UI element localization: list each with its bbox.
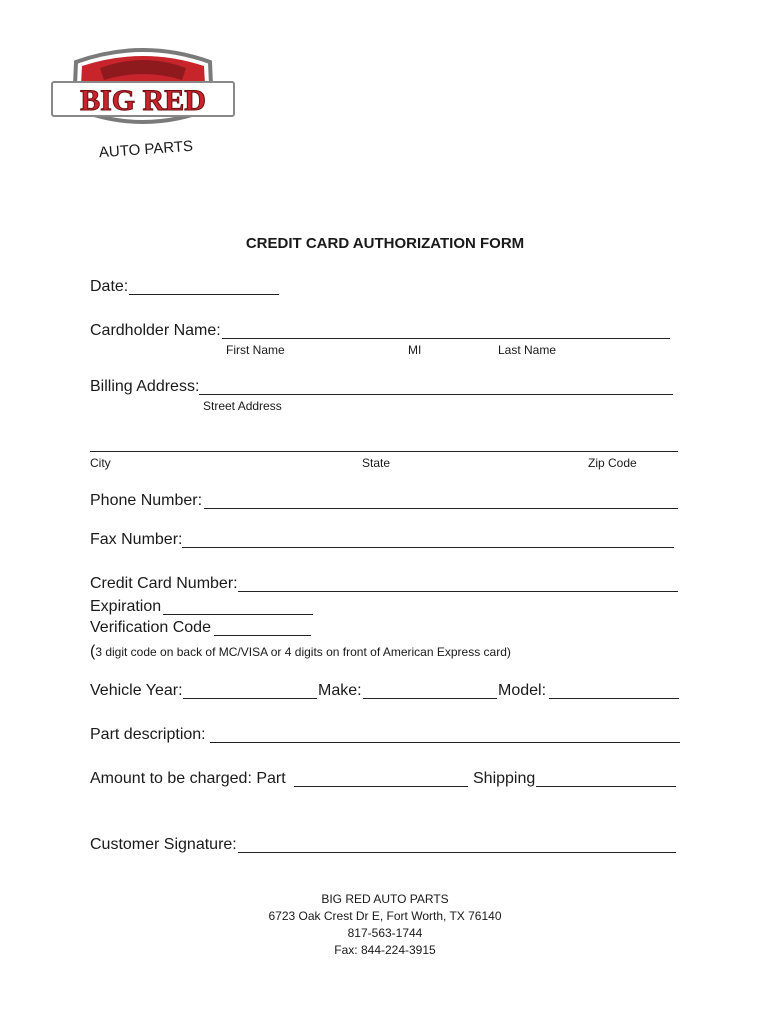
expiration-label: Expiration (90, 598, 162, 615)
form-title: CREDIT CARD AUTHORIZATION FORM (245, 235, 525, 252)
billing-address-label: Billing Address: (90, 378, 200, 395)
company-logo (48, 44, 238, 160)
street-address-caption: Street Address (203, 399, 282, 413)
footer-fax: Fax: 844-224-3915 (334, 943, 436, 957)
cc-number-label: Credit Card Number: (90, 575, 238, 592)
amount-part-field[interactable] (294, 786, 468, 787)
city-caption: City (90, 456, 111, 470)
footer-address: 6723 Oak Crest Dr E, Fort Worth, TX 76140 (268, 909, 502, 923)
logo-graphic (48, 44, 238, 160)
phone-field[interactable] (204, 508, 678, 509)
shipping-label: Shipping (473, 770, 536, 787)
signature-label: Customer Signature: (90, 836, 237, 853)
verification-label: Verification Code (90, 619, 211, 636)
signature-field[interactable] (238, 852, 676, 853)
model-field[interactable] (549, 698, 679, 699)
verification-note (90, 643, 511, 661)
first-name-caption: First Name (226, 343, 285, 357)
note-paren: ( (90, 643, 96, 660)
date-field[interactable] (129, 294, 279, 295)
make-label: Make: (318, 682, 362, 699)
part-description-field[interactable] (210, 742, 680, 743)
vehicle-year-label: Vehicle Year: (90, 682, 183, 699)
footer-phone: 817-563-1744 (347, 926, 423, 940)
zip-caption: Zip Code (588, 456, 637, 470)
city-state-zip-field[interactable] (90, 451, 678, 452)
shipping-field[interactable] (536, 786, 676, 787)
date-label: Date: (90, 278, 129, 295)
cardholder-field[interactable] (222, 338, 670, 339)
mi-caption: MI (408, 343, 422, 357)
fax-field[interactable] (182, 547, 674, 548)
note-text: 3 digit code on back of MC/VISA or 4 digits on front of American Express card) (95, 645, 511, 659)
amount-part-label: Amount to be charged: Part (90, 770, 286, 787)
phone-label: Phone Number: (90, 492, 203, 509)
billing-address-field[interactable] (199, 394, 673, 395)
model-label: Model: (498, 682, 547, 699)
footer-company: BIG RED AUTO PARTS (321, 892, 449, 906)
fax-label: Fax Number: (90, 531, 183, 548)
part-description-label: Part description: (90, 726, 206, 743)
make-field[interactable] (363, 698, 497, 699)
expiration-field[interactable] (163, 614, 313, 615)
cc-number-field[interactable] (238, 591, 678, 592)
verification-field[interactable] (214, 635, 311, 636)
last-name-caption: Last Name (498, 343, 557, 357)
vehicle-year-field[interactable] (183, 698, 317, 699)
logo-text-secondary: AUTO PARTS (98, 137, 194, 160)
cardholder-label: Cardholder Name: (90, 322, 221, 339)
state-caption: State (362, 456, 391, 470)
logo-text-primary: BIG RED (80, 84, 206, 117)
